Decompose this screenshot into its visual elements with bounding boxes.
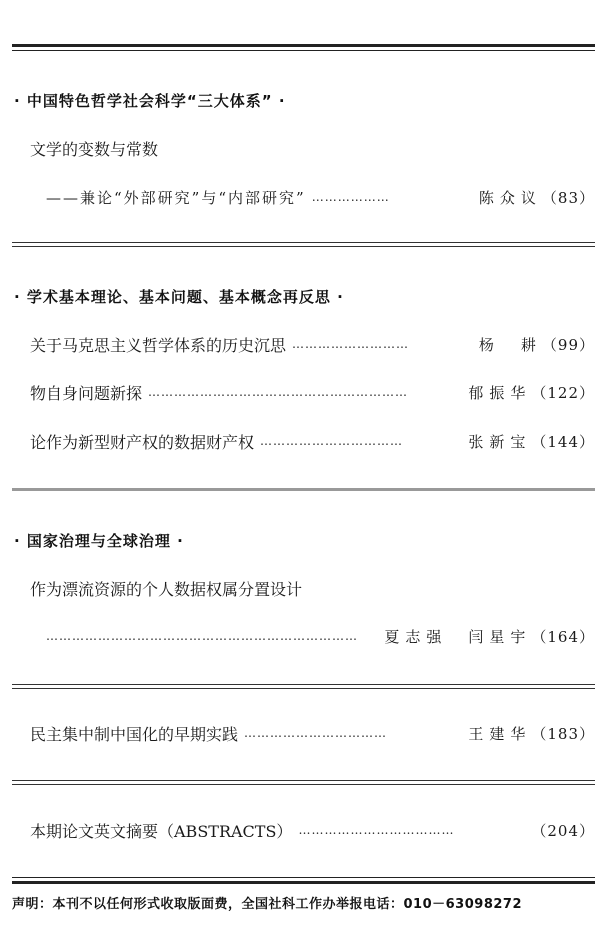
leader-dots: …………………………… bbox=[244, 726, 388, 740]
entry-author: 郁振华 bbox=[468, 383, 532, 402]
entry-title: 民主集中制中国化的早期实践 bbox=[30, 724, 239, 744]
footer-thick-rule bbox=[12, 881, 595, 884]
section-divider bbox=[12, 688, 595, 689]
entry-title: 论作为新型财产权的数据财产权 bbox=[30, 432, 255, 452]
entry-author: 王建华 bbox=[468, 724, 532, 743]
entry-page: （183） bbox=[531, 724, 595, 743]
toc-entry-personal-data-authors[interactable] bbox=[46, 624, 595, 648]
entry-title: 关于马克思主义哲学体系的历史沉思 bbox=[30, 335, 287, 355]
toc-entry-data-property[interactable] bbox=[30, 429, 595, 453]
top-thick-rule bbox=[12, 44, 595, 47]
leader-dots: …………………………………………………… bbox=[148, 385, 409, 399]
footer-notice: 声明：本刊不以任何形式收取版面费，全国社科工作办举报电话：010－63098272 bbox=[12, 897, 522, 912]
top-thin-rule bbox=[12, 50, 595, 51]
section-divider bbox=[12, 246, 595, 247]
section-title-basic-theory: · 学术基本理论、基本问题、基本概念再反思 · bbox=[14, 288, 344, 306]
entry-author: 夏志强 闫星宇 bbox=[384, 627, 532, 646]
leader-dots: ……………………… bbox=[292, 337, 410, 351]
section-divider bbox=[12, 242, 595, 243]
toc-entry-democratic-centralism[interactable] bbox=[30, 721, 595, 745]
leader-dots: ……………………………… bbox=[298, 823, 455, 837]
entry-title: 文学的变数与常数 bbox=[30, 139, 159, 159]
entry-title: 物自身问题新探 bbox=[30, 383, 143, 403]
entry-page: （83） bbox=[541, 188, 595, 207]
toc-entry-literature-variables[interactable] bbox=[30, 136, 595, 160]
section-divider bbox=[12, 684, 595, 685]
entry-author: 杨 耕 bbox=[478, 335, 542, 354]
section-title-governance: · 国家治理与全球治理 · bbox=[14, 532, 184, 550]
section-divider bbox=[12, 488, 595, 491]
entry-subtitle: ——兼论“外部研究”与“内部研究” bbox=[46, 188, 306, 207]
footer-thin-rule bbox=[12, 877, 595, 878]
leader-dots: ……………………………………………………………… bbox=[46, 629, 358, 643]
entry-page: （204） bbox=[531, 821, 595, 840]
leader-dots: ……………… bbox=[311, 190, 390, 204]
entry-page: （99） bbox=[541, 335, 595, 354]
toc-entry-abstracts[interactable] bbox=[30, 818, 595, 842]
toc-entry-personal-data[interactable] bbox=[30, 576, 595, 600]
entry-title: 作为漂流资源的个人数据权属分置设计 bbox=[30, 579, 303, 599]
section-title-three-systems: · 中国特色哲学社会科学“三大体系” · bbox=[14, 92, 286, 110]
entry-page: （164） bbox=[531, 627, 595, 646]
entry-page: （144） bbox=[531, 432, 595, 451]
entry-page: （122） bbox=[531, 383, 595, 402]
entry-author: 陈众议 bbox=[478, 188, 542, 207]
toc-entry-literature-subtitle[interactable] bbox=[46, 185, 595, 209]
toc-entry-marxist-philosophy[interactable] bbox=[30, 332, 595, 356]
entry-author: 张新宝 bbox=[468, 432, 532, 451]
toc-entry-thing-in-itself[interactable] bbox=[30, 380, 595, 404]
section-divider bbox=[12, 784, 595, 785]
section-divider bbox=[12, 780, 595, 781]
entry-title: 本期论文英文摘要（ABSTRACTS） bbox=[30, 821, 293, 841]
leader-dots: …………………………… bbox=[260, 434, 404, 448]
